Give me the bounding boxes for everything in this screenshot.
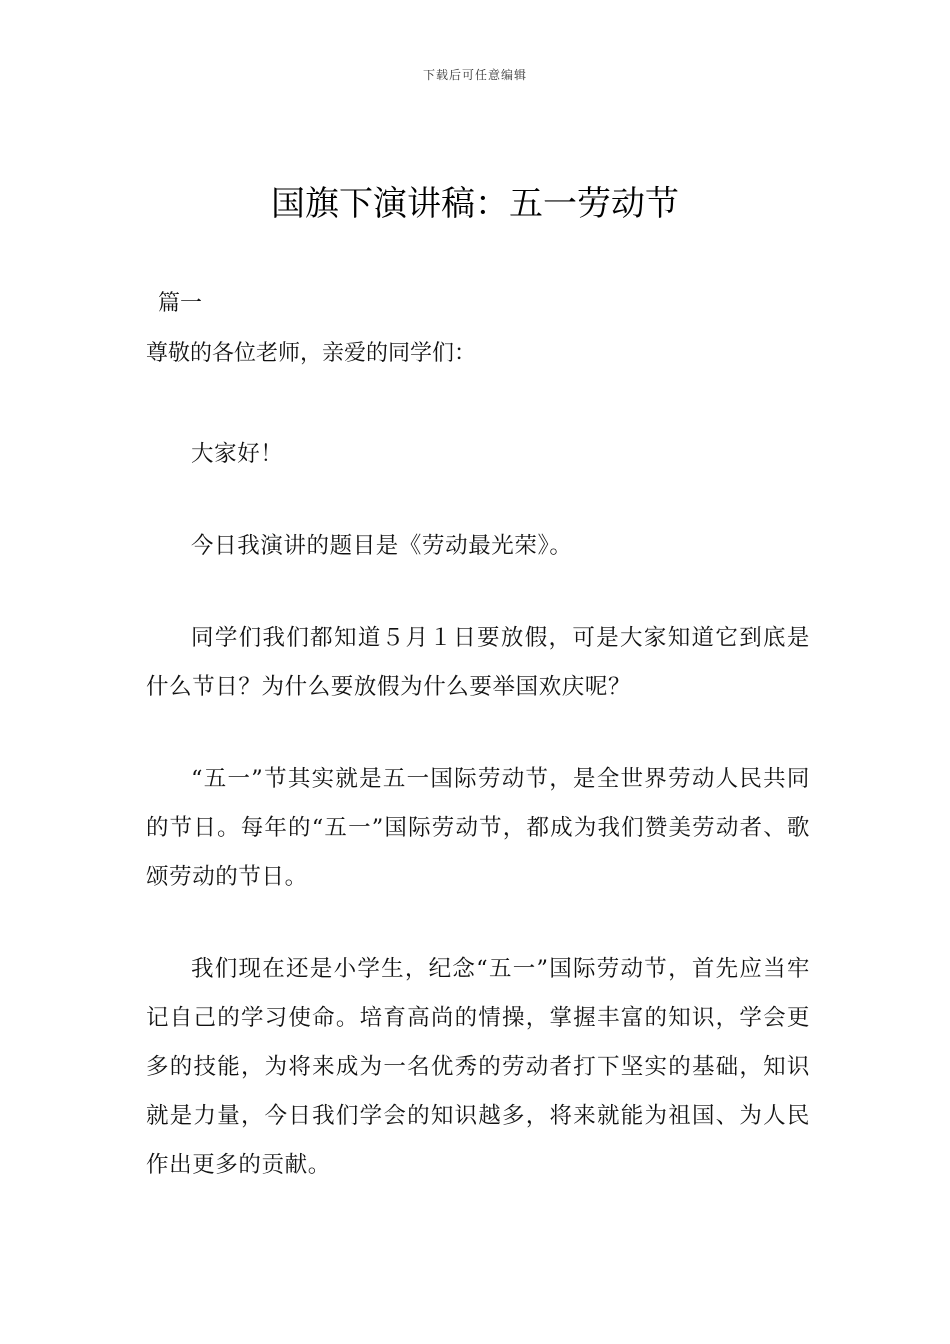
paragraph-topic: 今日我演讲的题目是《劳动最光荣》。 — [191, 533, 573, 559]
body-text — [146, 430, 810, 1190]
salutation: 尊敬的各位老师，亲爱的同学们： — [146, 341, 477, 366]
header-note: 下载后可任意编辑 — [422, 68, 527, 82]
paragraph-holiday: “五一”节其实就是五一国际劳动节，是全世界劳动人民共同的节日。每年的“五一”国际劳动节，都成为我们赞美劳动者、歌颂劳动的节日。 — [146, 766, 810, 890]
section-label: 篇一 — [158, 291, 203, 316]
paragraph-greeting: 大家好！ — [191, 441, 284, 467]
document-title: 国旗下演讲稿：五一劳动节 — [271, 184, 679, 224]
paragraph-study: 我们现在还是小学生，纪念“五一”国际劳动节，首先应当牢记自己的学习使命。培育高尚的情操，掌握丰富的知识，学会更多的技能，为将来成为一名优秀的劳动者打下坚实的基础，知识就是力量，今日我们学会的知识越多，将来就能为祖国、为人民作出更多的贡献。 — [146, 956, 810, 1178]
paragraph-question: 同学们我们都知道５月１日要放假，可是大家知道它到底是什么节日？为什么要放假为什么要举国欢庆呢？ — [146, 625, 810, 700]
